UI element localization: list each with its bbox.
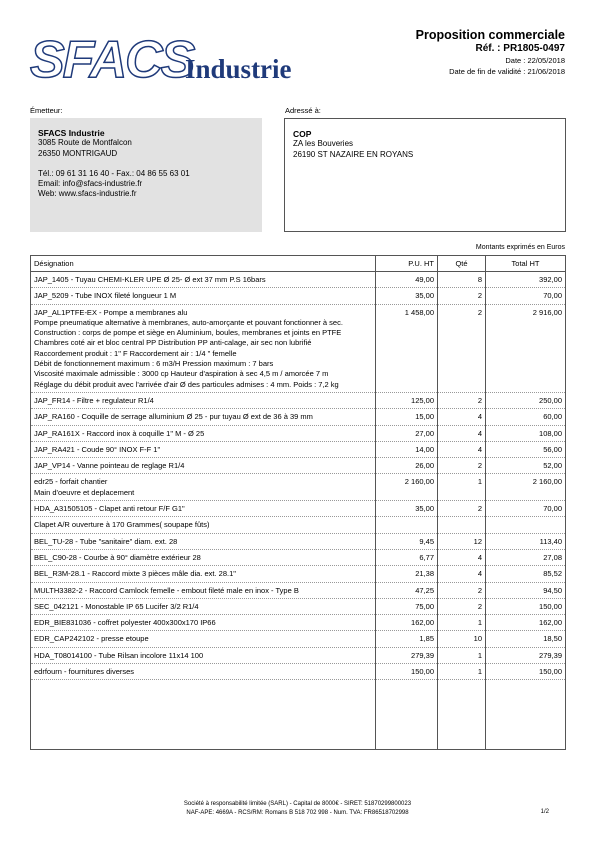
designation-line: Débit de fonctionnement maximum : 6 m3/H Pression maximum : 7 bars — [34, 359, 274, 369]
row-unit-price: 125,00 — [376, 392, 438, 408]
row-unit-price: 35,00 — [376, 288, 438, 304]
row-total: 150,00 — [486, 664, 566, 680]
table-row — [31, 501, 566, 517]
row-total: 70,00 — [486, 501, 566, 517]
designation-line: Clapet A/R ouverture à 170 Grammes( soupape fûts) — [34, 520, 210, 530]
row-total — [486, 517, 566, 533]
designation-line: BEL_R3M-28.1 - Raccord mixte 3 pièces mâle dia. ext. 28.1" — [34, 569, 236, 579]
row-quantity — [438, 517, 486, 533]
designation-line: Raccordement produit : 1" F Raccordement air : 1/4 " femelle — [34, 348, 237, 358]
table-row — [31, 631, 566, 647]
designation-line: JAP_1405 - Tuyau CHEMI-KLER UPE Ø 25- Ø ext 37 mm P.S 16bars — [34, 275, 266, 284]
row-quantity: 2 — [438, 304, 486, 392]
row-unit-price: 26,00 — [376, 458, 438, 474]
row-total: 250,00 — [486, 392, 566, 408]
row-quantity: 1 — [438, 647, 486, 663]
recipient-block — [284, 118, 566, 232]
row-unit-price: 6,77 — [376, 549, 438, 565]
row-total: 279,39 — [486, 647, 566, 663]
row-unit-price: 14,00 — [376, 441, 438, 457]
designation-line: SEC_042121 - Monostable IP 65 Lucifer 3/2 R1/4 — [34, 601, 199, 611]
designation-line: BEL_C90-28 - Courbe à 90° diamètre extérieur 28 — [34, 552, 201, 562]
row-quantity: 12 — [438, 533, 486, 549]
row-designation — [31, 631, 376, 647]
row-unit-price: 15,00 — [376, 409, 438, 425]
logo-industrie: Industrie — [185, 54, 292, 84]
designation-line: edrfourn - fournitures diverses — [34, 667, 135, 677]
footer-line2: NAF-APE: 4669A - RCS/RM: Romans B 518 702 998 - Num. TVA: FR86518702998 — [186, 809, 409, 816]
row-quantity: 10 — [438, 631, 486, 647]
table-row — [31, 441, 566, 457]
table-header-row — [31, 256, 566, 272]
row-designation — [31, 474, 376, 501]
row-designation — [31, 392, 376, 408]
recipient-name: COP — [293, 129, 312, 139]
recipient-label: Adressé à: — [285, 106, 321, 115]
table-row — [31, 425, 566, 441]
designation-line: JAP_RA421 - Coude 90° INOX F-F 1" — [34, 444, 161, 454]
designation-line: Pompe pneumatique alternative à membranes, auto-amorçante et pouvant fonctionner à sec. — [34, 317, 343, 327]
row-unit-price: 1,85 — [376, 631, 438, 647]
document-reference: Réf. : PR1805-0497 — [475, 43, 565, 54]
emitter-address-line1: 3085 Route de Montfalcon — [38, 138, 132, 148]
emitter-phone: Tél.: 09 61 31 16 40 - Fax.: 04 86 55 63 01 — [38, 168, 190, 178]
emitter-web: Web: www.sfacs-industrie.fr — [38, 189, 137, 199]
designation-line: Construction : corps de pompe et siège en Aluminium, boules, membranes et joints en PTFE — [34, 328, 342, 338]
row-unit-price: 1 458,00 — [376, 304, 438, 392]
row-total: 94,50 — [486, 582, 566, 598]
row-designation — [31, 598, 376, 614]
row-quantity: 2 — [438, 501, 486, 517]
row-total: 2 160,00 — [486, 474, 566, 501]
row-unit-price: 49,00 — [376, 272, 438, 288]
row-designation — [31, 409, 376, 425]
designation-line: JAP_RA161X - Raccord inox à coquille 1" M - Ø 25 — [34, 428, 205, 438]
designation-line: JAP_VP14 - Vanne pointeau de reglage R1/4 — [34, 461, 185, 471]
designation-line: Chambres coté air et bloc central PP Distribution PP anti-calage, air sec non lubrifié — [34, 338, 312, 348]
row-designation — [31, 582, 376, 598]
document-title: Proposition commerciale — [415, 28, 565, 42]
row-total: 2 916,00 — [486, 304, 566, 392]
designation-line: HDA_T08014100 - Tube Rilsan incolore 11x14 100 — [34, 650, 204, 660]
row-designation — [31, 533, 376, 549]
row-designation — [31, 304, 376, 392]
designation-line: JAP_RA160 - Coquille de serrage alluminium Ø 25 - pur tuyau Ø ext de 36 à 39 mm — [34, 412, 313, 422]
table-row — [31, 304, 566, 392]
row-quantity: 8 — [438, 272, 486, 288]
designation-line: MULTH3382-2 - Raccord Camlock femelle - embout fileté male en inox - Type B — [34, 585, 299, 595]
logo-sfacs: SFACS — [30, 31, 194, 89]
row-quantity: 4 — [438, 566, 486, 582]
table-row — [31, 392, 566, 408]
recipient-address-line2: 26190 ST NAZAIRE EN ROYANS — [293, 149, 414, 159]
table-row — [31, 647, 566, 663]
col-unit-price: P.U. HT — [376, 256, 438, 272]
row-designation — [31, 549, 376, 565]
row-unit-price — [376, 517, 438, 533]
row-quantity: 1 — [438, 615, 486, 631]
row-unit-price: 75,00 — [376, 598, 438, 614]
designation-line: Viscosité maximale admissible : 3000 cp Hauteur d'aspiration à sec 4,5 m / amorcée 7 m — [34, 369, 329, 379]
table-row — [31, 409, 566, 425]
row-total: 85,52 — [486, 566, 566, 582]
row-total: 392,00 — [486, 272, 566, 288]
empty-cell — [31, 680, 376, 750]
designation-line: JAP_AL1PTFE-EX - Pompe a membranes alu — [34, 307, 188, 317]
emitter-address-line2: 26350 MONTRIGAUD — [38, 148, 118, 158]
document-date: Date : 22/05/2018 — [505, 56, 565, 65]
table-row — [31, 566, 566, 582]
empty-cell — [438, 680, 486, 750]
document-header — [416, 28, 565, 77]
items-table — [30, 255, 566, 750]
row-quantity: 2 — [438, 458, 486, 474]
col-quantity: Qté — [438, 256, 486, 272]
table-row — [31, 517, 566, 533]
emitter-email: Email: info@sfacs-industrie.fr — [38, 179, 143, 189]
table-row — [31, 458, 566, 474]
row-designation — [31, 272, 376, 288]
row-total: 27,08 — [486, 549, 566, 565]
row-total: 56,00 — [486, 441, 566, 457]
row-total: 108,00 — [486, 425, 566, 441]
designation-line: HDA_A31505105 - Clapet anti retour F/F G1" — [34, 504, 185, 514]
row-unit-price: 21,38 — [376, 566, 438, 582]
row-quantity: 4 — [438, 425, 486, 441]
row-quantity: 2 — [438, 392, 486, 408]
row-total: 18,50 — [486, 631, 566, 647]
table-row — [31, 582, 566, 598]
footer-line1: Société à responsabilité limitée (SARL) - Capital de 8000€ - SIRET: 51870299800023 — [183, 801, 412, 807]
table-row — [31, 615, 566, 631]
table-row — [31, 533, 566, 549]
recipient-address-line1: ZA les Bouveries — [293, 139, 354, 149]
legal-footer — [0, 800, 595, 817]
row-total: 113,40 — [486, 533, 566, 549]
row-designation — [31, 647, 376, 663]
row-designation — [31, 615, 376, 631]
row-total: 150,00 — [486, 598, 566, 614]
row-unit-price: 47,25 — [376, 582, 438, 598]
designation-line: BEL_TU-28 - Tube "sanitaire" diam. ext. 28 — [34, 536, 178, 546]
row-quantity: 2 — [438, 582, 486, 598]
row-designation — [31, 458, 376, 474]
row-designation — [31, 664, 376, 680]
designation-line: EDR_BIE831036 - coffret polyester 400x300x170 IP66 — [34, 618, 216, 628]
empty-cell — [376, 680, 438, 750]
row-unit-price: 35,00 — [376, 501, 438, 517]
row-unit-price: 2 160,00 — [376, 474, 438, 501]
emitter-name: SFACS Industrie — [38, 128, 105, 138]
row-unit-price: 279,39 — [376, 647, 438, 663]
row-designation — [31, 441, 376, 457]
row-designation — [31, 501, 376, 517]
row-quantity: 4 — [438, 549, 486, 565]
row-total: 60,00 — [486, 409, 566, 425]
row-quantity: 4 — [438, 409, 486, 425]
row-total: 70,00 — [486, 288, 566, 304]
table-row — [31, 288, 566, 304]
row-quantity: 1 — [438, 474, 486, 501]
row-total: 162,00 — [486, 615, 566, 631]
emitter-block — [30, 118, 262, 232]
company-logo — [30, 31, 320, 89]
designation-line: Main d'oeuvre et deplacement — [34, 487, 135, 497]
table-row — [31, 664, 566, 680]
document-validity-date: Date de fin de validité : 21/06/2018 — [449, 67, 565, 76]
page-number: 1/2 — [540, 809, 549, 815]
row-unit-price: 27,00 — [376, 425, 438, 441]
table-row — [31, 598, 566, 614]
table-row — [31, 272, 566, 288]
row-unit-price: 150,00 — [376, 664, 438, 680]
row-quantity: 1 — [438, 664, 486, 680]
row-unit-price: 9,45 — [376, 533, 438, 549]
emitter-label: Émetteur: — [30, 106, 63, 115]
designation-line: EDR_CAP242102 - presse etoupe — [34, 634, 149, 644]
col-total: Total HT — [486, 256, 566, 272]
row-designation — [31, 517, 376, 533]
table-empty-space — [31, 680, 566, 750]
row-unit-price: 162,00 — [376, 615, 438, 631]
col-designation: Désignation — [31, 256, 376, 272]
row-designation — [31, 288, 376, 304]
designation-line: Réglage du débit produit avec l'arrivée d'air Ø des particules admises : 4 mm. Poids : 7,2 kg — [34, 379, 339, 389]
empty-cell — [486, 680, 566, 750]
table-row — [31, 474, 566, 501]
row-designation — [31, 425, 376, 441]
row-quantity: 2 — [438, 288, 486, 304]
designation-line: JAP_5209 - Tube INOX fileté longueur 1 M — [34, 291, 177, 301]
row-designation — [31, 566, 376, 582]
designation-line: edr25 - forfait chantier — [34, 477, 108, 487]
row-total: 52,00 — [486, 458, 566, 474]
row-quantity: 4 — [438, 441, 486, 457]
currency-note: Montants exprimés en Euros — [475, 244, 565, 251]
row-quantity: 2 — [438, 598, 486, 614]
table-row — [31, 549, 566, 565]
designation-line: JAP_FR14 - Filtre + regulateur R1/4 — [34, 395, 154, 405]
